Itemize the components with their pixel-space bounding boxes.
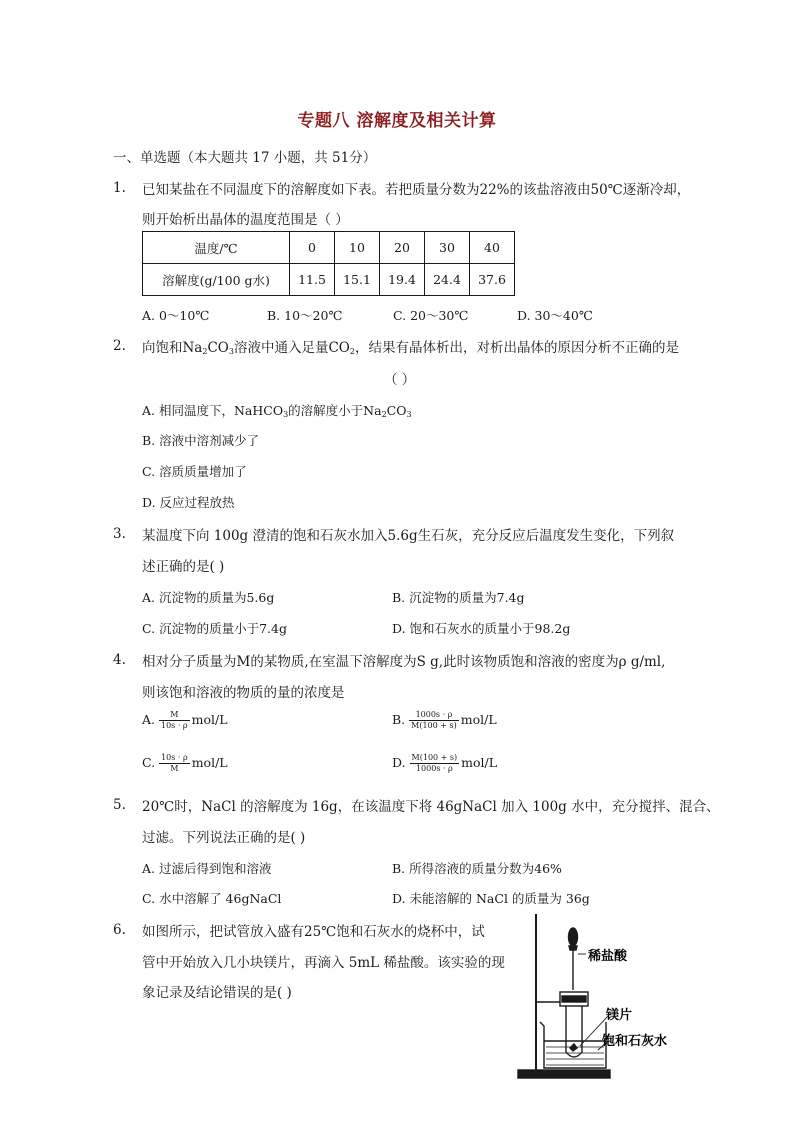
text-span: A. 相同温度下，NaHCO [142, 403, 284, 418]
magnesium-icon [570, 1044, 577, 1051]
text-span: CO [386, 403, 407, 418]
table-cell: 0 [290, 232, 335, 264]
unit: mol/L [461, 755, 498, 770]
table-cell: 10 [335, 232, 380, 264]
q6-line2: 管中开始放入几小块镁片，再滴入 5mL 稀盐酸。该实验的现 [142, 955, 505, 971]
table-cell: 15.1 [335, 264, 380, 296]
numerator: 10s · ρ [161, 753, 188, 762]
q5-line2: 过滤。下列说法正确的是( ) [142, 830, 306, 846]
table-cell: 11.5 [290, 264, 335, 296]
option-label: D. [392, 755, 406, 770]
q3-option-b: B. 沉淀物的质量为7.4g [392, 590, 525, 605]
q3-line1: 某温度下向 100g 澄清的饱和石灰水加入5.6g生石灰，充分反应后温度发生变化，下列叙 [142, 528, 675, 544]
q4-number: 4. [113, 652, 126, 668]
q4-line1: 相对分子质量为M的某物质,在室温下溶解度为S g,此时该物质饱和溶液的密度为ρ g/ml, [142, 654, 666, 670]
subscript: 2 [349, 347, 355, 356]
stand-base [518, 1070, 610, 1078]
denominator: M(100 + s) [411, 721, 457, 730]
label-dilute-hcl: 稀盐酸 [588, 949, 628, 964]
text-span: CO [207, 340, 229, 356]
label-magnesium: 镁片 [606, 1008, 633, 1023]
fraction [410, 753, 460, 774]
q4-option-c [142, 753, 228, 774]
q1-option-c: C. 20～30℃ [393, 308, 469, 323]
q5-option-a: A. 过滤后得到饱和溶液 [142, 861, 272, 876]
unit: mol/L [460, 712, 497, 727]
q4-option-a [142, 710, 228, 731]
page-title: 专题八 溶解度及相关计算 [297, 111, 497, 131]
q5-option-c: C. 水中溶解了 46gNaCl [142, 891, 282, 906]
option-label: B. [392, 712, 406, 727]
q4-option-d [392, 753, 497, 774]
table-cell: 37.6 [470, 264, 515, 296]
subscript: 2 [202, 347, 208, 356]
q5-number: 5. [113, 797, 126, 813]
q1-option-a: A. 0～10℃ [142, 308, 210, 323]
text-span: 的溶解度小于Na [288, 403, 382, 418]
q1-option-d: D. 30～40℃ [517, 308, 593, 323]
q5-line1: 20℃时，NaCl 的溶解度为 16g，在该温度下将 46gNaCl 加入 100g 水中，充分搅拌、混合、 [142, 799, 720, 815]
text-span: 向饱和Na [142, 340, 203, 356]
unit: mol/L [191, 712, 228, 727]
subscript: 3 [406, 410, 412, 419]
table-cell: 30 [425, 232, 470, 264]
q2-number: 2. [113, 338, 126, 354]
q6-line3: 象记录及结论错误的是( ) [142, 985, 292, 1001]
table-cell: 24.4 [425, 264, 470, 296]
label-limewater: 饱和石灰水 [602, 1034, 668, 1049]
q2-option-c: C. 溶质质量增加了 [142, 464, 247, 479]
q5-option-b: B. 所得溶液的质量分数为46% [392, 861, 562, 876]
table-cell: 溶解度(g/100 g水) [143, 264, 290, 296]
table-row [143, 264, 515, 296]
q3-number: 3. [113, 526, 126, 542]
q4-line2: 则该饱和溶液的物质的量的浓度是 [142, 685, 345, 701]
q1-number: 1. [113, 180, 126, 196]
denominator: 1000s · ρ [415, 764, 453, 773]
table-cell: 40 [470, 232, 515, 264]
q2-answer-paren: （ ） [384, 372, 416, 388]
q3-option-a: A. 沉淀物的质量为5.6g [142, 590, 275, 605]
apparatus-figure [510, 910, 690, 1085]
numerator: 1000s · ρ [409, 710, 459, 721]
fraction [159, 753, 190, 774]
q1-line2: 则开始析出晶体的温度范围是（ ） [142, 212, 349, 228]
table-cell: 温度/℃ [143, 232, 290, 264]
table-cell: 20 [380, 232, 425, 264]
q3-option-c: C. 沉淀物的质量小于7.4g [142, 621, 287, 636]
fraction [409, 710, 459, 731]
table-row [143, 232, 515, 264]
q5-option-d: D. 未能溶解的 NaCl 的质量为 36g [392, 891, 590, 906]
q3-line2: 述正确的是( ) [142, 559, 225, 575]
q2-option-d: D. 反应过程放热 [142, 495, 235, 510]
subscript: 3 [283, 410, 289, 419]
solubility-table [142, 231, 515, 296]
numerator: M [159, 710, 190, 721]
unit: mol/L [191, 755, 228, 770]
q2-option-a [142, 401, 412, 419]
section-heading: 一、单选题（本大题共 17 小题，共 51分） [113, 150, 377, 166]
q3-option-d: D. 饱和石灰水的质量小于98.2g [392, 621, 571, 636]
q4-option-b [392, 710, 497, 731]
text-span: 溶液中通入足量CO [233, 340, 350, 356]
q2-option-b: B. 溶液中溶剂减少了 [142, 433, 260, 448]
q6-line1: 如图所示，把试管放入盛有25℃饱和石灰水的烧杯中，试 [142, 924, 485, 940]
subscript: 2 [381, 410, 387, 419]
q1-line1: 已知某盐在不同温度下的溶解度如下表。若把质量分数为22%的该盐溶液由50℃逐渐冷却， [142, 182, 691, 198]
option-label: C. [142, 755, 156, 770]
subscript: 3 [228, 347, 234, 356]
q6-number: 6. [113, 922, 126, 938]
fraction [159, 710, 190, 731]
option-label: A. [142, 712, 156, 727]
text-span: ，结果有晶体析出，对析出晶体的原因分析不正确的是 [354, 340, 679, 356]
table-cell: 19.4 [380, 264, 425, 296]
q1-option-b: B. 10～20℃ [267, 308, 343, 323]
denominator: 10s · ρ [161, 721, 188, 730]
denominator: M [170, 764, 179, 773]
q2-line1 [142, 336, 679, 356]
numerator: M(100 + s) [411, 753, 458, 762]
